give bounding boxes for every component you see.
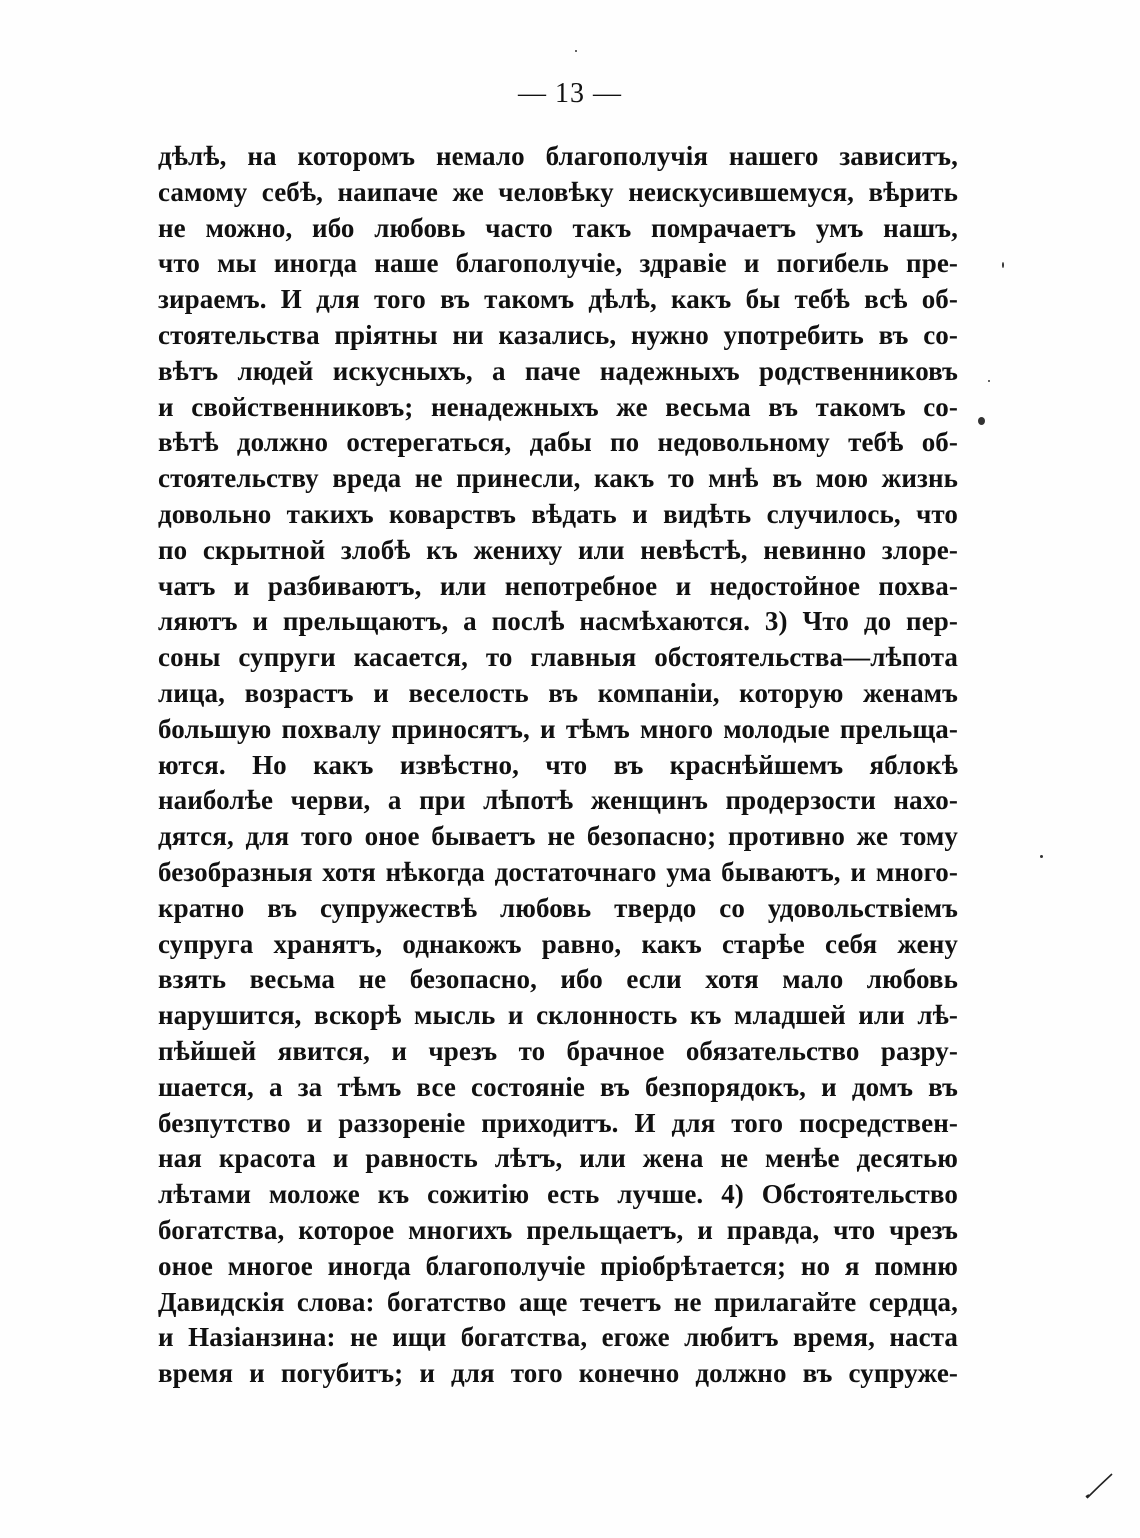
text-line: что мы иногда наше благополучіе, здравіе и погибель пре- [158, 248, 958, 279]
page-number: — 13 — [518, 78, 622, 109]
text-line: ляютъ и прельщаютъ, а послѣ насмѣхаются. 3) Что до пер- [158, 606, 958, 637]
text-line: кратно въ супружествѣ любовь твердо со удовольствіемъ [158, 892, 958, 923]
text-line: и свойственниковъ; ненадежныхъ же весьма въ такомъ со- [158, 391, 958, 422]
scan-speck [1002, 262, 1004, 268]
text-line: безпутство и раззореніе приходитъ. И для того посредствен- [158, 1107, 958, 1138]
text-line: не можно, ибо любовь часто такъ помрачаетъ умъ нашъ, [158, 212, 958, 243]
text-line: довольно такихъ коварствъ вѣдать и видѣть случилось, что [158, 498, 958, 529]
scan-speck [1040, 855, 1043, 858]
text-line: соны супруги касается, то главныя обстоятельства—лѣпота [158, 642, 958, 673]
text-line: лица, возрастъ и веселость въ компаніи, которую женамъ [158, 677, 958, 708]
text-line: супруга хранятъ, однакожъ равно, какъ старѣе себя жену [158, 928, 958, 959]
text-line: ная красота и равность лѣтъ, или жена не менѣе десятью [158, 1143, 958, 1174]
text-line: вѣтѣ должно остерегаться, дабы по недовольному тебѣ об- [158, 427, 958, 458]
text-line: чатъ и разбиваютъ, или непотребное и недостойное похва- [158, 570, 958, 601]
text-line: лѣтами моложе къ сожитію есть лучше. 4) Обстоятельство [158, 1179, 958, 1210]
text-line: самому себѣ, наипаче же человѣку неискусившемуся, вѣрить [158, 176, 958, 207]
text-line: большую похвалу приносятъ, и тѣмъ много молодые прельща- [158, 713, 958, 744]
text-line: богатства, которое многихъ прельщаетъ, и правда, что чрезъ [158, 1214, 958, 1245]
text-line: Давидскія слова: богатство аще течетъ не прилагайте сердца, [158, 1286, 958, 1317]
text-line: дѣлѣ, на которомъ немало благополучія нашего зависитъ, [158, 141, 958, 171]
text-line: нарушится, вскорѣ мысль и склонность къ младшей или лѣ- [158, 1000, 958, 1031]
text-line: время и погубитъ; и для того конечно должно въ супруже- [158, 1358, 958, 1389]
text-line: дятся, для того оное бываетъ не безопасно; противно же тому [158, 821, 958, 852]
scan-speck [978, 417, 985, 425]
text-line: зираемъ. И для того въ такомъ дѣлѣ, какъ бы тебѣ всѣ об- [158, 284, 958, 315]
text-line: наиболѣе черви, а при лѣпотѣ женщинъ продерзости нахо- [158, 785, 958, 816]
text-line: взять весьма не безопасно, ибо если хотя мало любовь [158, 964, 958, 995]
scan-speck [988, 380, 990, 382]
text-line: вѣтъ людей искусныхъ, а паче надежныхъ родственниковъ [158, 355, 958, 386]
text-line: безобразныя хотя нѣкогда достаточнаго ума бываютъ, и много- [158, 856, 958, 887]
body-text [158, 139, 958, 1392]
text-line: ются. Но какъ извѣстно, что въ краснѣйшемъ яблокѣ [158, 749, 958, 780]
text-line: оное многое иногда благополучіе пріобрѣтается; но я помню [158, 1250, 958, 1281]
text-line: по скрытной злобѣ къ жениху или невѣстѣ, невинно злоре- [158, 534, 958, 565]
text-line: пѣйшей явится, и чрезъ то брачное обязательство разру- [158, 1035, 958, 1066]
pencil-mark-icon [1085, 1470, 1115, 1500]
text-line: стоятельства пріятны ни казались, нужно употребить въ со- [158, 319, 958, 350]
text-line: и Назіанзина: не ищи богатства, егоже любитъ время, наста [158, 1322, 958, 1353]
text-line: шается, а за тѣмъ все состояніе въ безпорядокъ, и домъ въ [158, 1071, 958, 1102]
text-line: стоятельству вреда не принесли, какъ то мнѣ въ мою жизнь [158, 463, 958, 494]
scan-speck [575, 50, 577, 52]
